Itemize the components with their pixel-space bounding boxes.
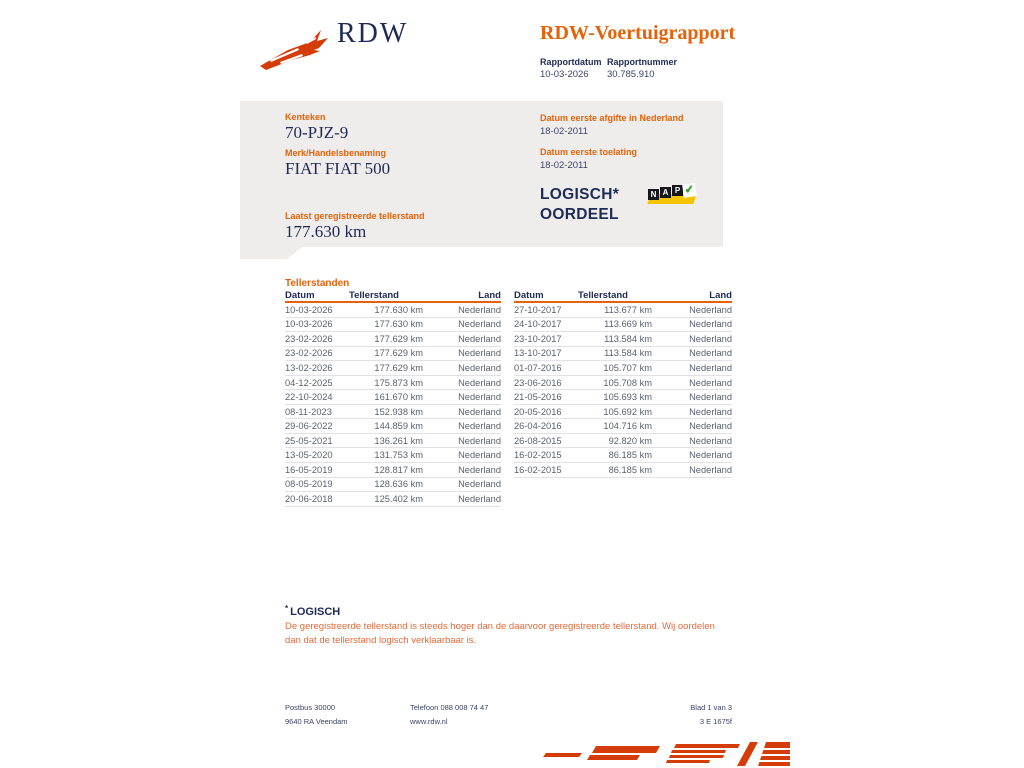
row-datum: 13-05-2020: [285, 450, 333, 461]
row-datum: 26-04-2016: [514, 421, 562, 432]
footnote-title: * LOGISCH: [285, 604, 341, 618]
row-datum: 22-10-2024: [285, 392, 333, 403]
tellerstanden-table-right: [514, 290, 732, 478]
kenteken-value: 70-PJZ-9: [285, 123, 349, 142]
row-datum: 16-02-2015: [514, 450, 562, 461]
row-tellerstand: 128.636 km: [374, 479, 423, 490]
row-tellerstand: 105.708 km: [603, 377, 652, 388]
eerste-toelating-value: 18-02-2011: [540, 160, 588, 171]
row-datum: 26-08-2015: [514, 435, 562, 446]
row-datum: 01-07-2016: [514, 362, 562, 373]
row-tellerstand: 136.261 km: [374, 435, 423, 446]
nap-letter-a: A: [660, 187, 671, 198]
rdw-bird-logo-icon: [258, 24, 334, 74]
row-land: Nederland: [689, 421, 732, 432]
col-header-tellerstand: Tellerstand: [349, 290, 399, 301]
row-tellerstand: 177.629 km: [374, 333, 423, 344]
row-land: Nederland: [458, 479, 501, 490]
row-land: Nederland: [689, 348, 732, 359]
row-land: Nederland: [458, 406, 501, 417]
row-land: Nederland: [689, 304, 732, 315]
row-land: Nederland: [689, 406, 732, 417]
rdw-stripes-graphic: [538, 738, 790, 768]
row-tellerstand: 161.670 km: [374, 392, 423, 403]
table-header-row: [285, 290, 501, 303]
col-header-datum: Datum: [514, 290, 544, 301]
report-date-label: Rapportdatum: [540, 57, 602, 67]
row-tellerstand: 113.669 km: [604, 319, 652, 330]
oordeel-text: LOGISCH* OORDEEL: [540, 186, 620, 223]
row-land: Nederland: [458, 392, 501, 403]
row-tellerstand: 152.938 km: [374, 406, 423, 417]
eerste-toelating-label: Datum eerste toelating: [540, 147, 638, 157]
row-land: Nederland: [689, 377, 732, 388]
page-title: RDW-Voertuigrapport: [540, 22, 736, 44]
row-datum: 20-06-2018: [285, 493, 333, 504]
table-row: [514, 434, 732, 449]
table-row: [285, 390, 501, 405]
row-datum: 08-05-2019: [285, 479, 333, 490]
row-tellerstand: 105.693 km: [603, 392, 652, 403]
nap-logo: [646, 183, 698, 209]
eerste-afgifte-label: Datum eerste afgifte in Nederland: [540, 113, 684, 123]
row-land: Nederland: [458, 362, 501, 373]
table-row: [285, 318, 501, 333]
row-datum: 24-10-2017: [514, 319, 562, 330]
row-tellerstand: 104.716 km: [603, 421, 652, 432]
merk-label: Merk/Handelsbenaming: [285, 148, 387, 158]
row-tellerstand: 113.677 km: [604, 304, 652, 315]
report-number-value: 30.785.910: [607, 69, 655, 80]
row-land: Nederland: [458, 493, 501, 504]
table-row: [514, 419, 732, 434]
col-header-datum: Datum: [285, 290, 315, 301]
nap-letter-p: P: [672, 185, 683, 196]
row-datum: 27-10-2017: [514, 304, 562, 315]
row-tellerstand: 92.820 km: [608, 435, 652, 446]
eerste-afgifte-value: 18-02-2011: [540, 126, 588, 137]
table-row: [285, 303, 501, 318]
row-tellerstand: 177.630 km: [374, 304, 423, 315]
report-number-label: Rapportnummer: [607, 57, 678, 67]
row-datum: 13-10-2017: [514, 348, 562, 359]
row-tellerstand: 113.584 km: [604, 333, 652, 344]
row-land: Nederland: [458, 464, 501, 475]
row-tellerstand: 177.630 km: [374, 319, 423, 330]
nap-checkmark-icon: ✔: [682, 183, 697, 198]
row-tellerstand: 177.629 km: [374, 348, 423, 359]
row-land: Nederland: [689, 319, 732, 330]
row-land: Nederland: [458, 435, 501, 446]
table-row: [514, 361, 732, 376]
row-datum: 21-05-2016: [514, 392, 562, 403]
table-row: [285, 419, 501, 434]
row-tellerstand: 105.707 km: [603, 362, 652, 373]
footer-address-line1: Postbus 30000: [285, 703, 336, 712]
col-header-land: Land: [478, 290, 501, 301]
col-header-land: Land: [709, 290, 732, 301]
row-datum: 23-02-2026: [285, 348, 333, 359]
table-row: [285, 492, 501, 507]
row-datum: 04-12-2025: [285, 377, 333, 388]
row-land: Nederland: [689, 362, 732, 373]
report-date-value: 10-03-2026: [540, 69, 589, 80]
footer-page-number: Blad 1 van 3: [690, 703, 732, 712]
row-tellerstand: 86.185 km: [608, 464, 652, 475]
footer-form-code: 3 E 1675f: [699, 717, 732, 726]
table-row: [285, 434, 501, 449]
row-datum: 23-10-2017: [514, 333, 562, 344]
summary-box-corner-tab: [240, 247, 302, 259]
row-tellerstand: 113.584 km: [604, 348, 652, 359]
row-land: Nederland: [458, 348, 501, 359]
row-land: Nederland: [689, 333, 732, 344]
row-datum: 25-05-2021: [285, 435, 333, 446]
row-datum: 20-05-2016: [514, 406, 562, 417]
table-row: [285, 463, 501, 478]
table-row: [514, 376, 732, 391]
col-header-tellerstand: Tellerstand: [578, 290, 628, 301]
table-row: [285, 478, 501, 493]
row-datum: 23-06-2016: [514, 377, 562, 388]
row-tellerstand: 128.817 km: [374, 464, 423, 475]
nap-letter-n: N: [648, 189, 659, 200]
table-header-row: [514, 290, 732, 303]
footer-address-line2: 9640 RA Veendam: [285, 717, 348, 726]
table-row: [285, 448, 501, 463]
row-land: Nederland: [458, 421, 501, 432]
table-row: [514, 448, 732, 463]
tellerstanden-table-left: [285, 290, 501, 507]
tellerstand-value: 177.630 km: [285, 222, 367, 241]
table-row: [514, 347, 732, 362]
row-datum: 08-11-2023: [285, 406, 332, 417]
row-land: Nederland: [458, 377, 501, 388]
table-row: [514, 303, 732, 318]
row-tellerstand: 86.185 km: [608, 450, 652, 461]
table-row: [285, 361, 501, 376]
row-tellerstand: 125.402 km: [374, 493, 423, 504]
footer-phone: Telefoon 088 008 74 47: [410, 703, 489, 712]
footer-website-link[interactable]: www.rdw.nl: [410, 717, 448, 726]
row-datum: 10-03-2026: [285, 319, 333, 330]
row-tellerstand: 177.629 km: [374, 362, 423, 373]
table-row: [285, 347, 501, 362]
row-datum: 10-03-2026: [285, 304, 333, 315]
row-datum: 23-02-2026: [285, 333, 333, 344]
table-row: [514, 405, 732, 420]
row-land: Nederland: [458, 450, 501, 461]
row-datum: 16-05-2019: [285, 464, 333, 475]
tellerstand-label: Laatst geregistreerde tellerstand: [285, 211, 425, 221]
row-datum: 16-02-2015: [514, 464, 562, 475]
row-tellerstand: 105.692 km: [603, 406, 652, 417]
table-row: [514, 390, 732, 405]
table-row: [514, 463, 732, 478]
row-tellerstand: 131.753 km: [374, 450, 423, 461]
table-row: [285, 332, 501, 347]
table-row: [514, 332, 732, 347]
row-datum: 29-06-2022: [285, 421, 333, 432]
kenteken-label: Kenteken: [285, 112, 326, 122]
row-land: Nederland: [689, 435, 732, 446]
footnote-asterisk: *: [285, 604, 289, 613]
row-land: Nederland: [689, 392, 732, 403]
row-land: Nederland: [689, 464, 732, 475]
row-land: Nederland: [458, 304, 501, 315]
table-row: [514, 318, 732, 333]
tellerstanden-section-title: Tellerstanden: [285, 278, 350, 289]
row-datum: 13-02-2026: [285, 362, 333, 373]
table-row: [285, 376, 501, 391]
row-land: Nederland: [689, 450, 732, 461]
row-land: Nederland: [458, 333, 501, 344]
row-tellerstand: 175.873 km: [374, 377, 423, 388]
footnote-text: De geregistreerde tellerstand is steeds hoger dan de daarvoor geregistreerde tellerstand. Wij oordelen dan dat de tellerstand logisch verklaarbaar is.: [285, 621, 715, 646]
row-land: Nederland: [458, 319, 501, 330]
merk-value: FIAT FIAT 500: [285, 159, 391, 178]
table-row: [285, 405, 501, 420]
row-tellerstand: 144.859 km: [374, 421, 423, 432]
rdw-wordmark: RDW: [337, 18, 409, 49]
